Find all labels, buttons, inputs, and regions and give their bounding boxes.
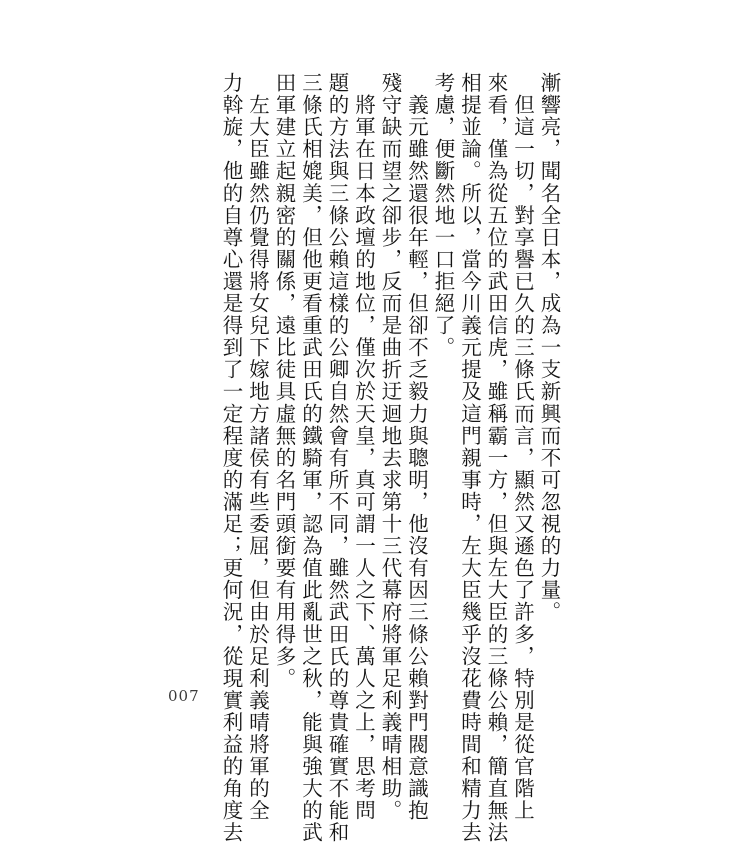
text-column: 殘守缺而望之卻步，反而是曲折迂迴地去求第十三代幕府將軍足利義晴相助。 <box>378 72 402 822</box>
text-column: 題的方法與三條公賴這樣的公卿自然會有所不同，雖然武田氏的尊貴確實不能和 <box>325 72 349 844</box>
text-column: 相提並論。所以，當今川義元提及這門親事時，左大臣幾乎沒花費時間和精力去 <box>457 72 482 844</box>
text-column: 力斡旋，他的自尊心還是得到了一定程度的滿足；更何況，從現實利益的角度去 <box>219 72 243 844</box>
text-column: 漸響亮，聞名全日本，成為一支新興而不可忽視的力量。 <box>537 72 561 624</box>
text-column: 但這一切，對享譽已久的三條氏而言，顯然又遜色了許多，特別是從官階上 <box>510 72 535 822</box>
page-number: 007 <box>168 687 200 705</box>
text-column: 考慮，便斷然地一口拒絕了。 <box>431 72 455 359</box>
text-column: 左大臣雖然仍覺得將女兒下嫁地方諸侯有些委屈，但由於足利義晴將軍的全 <box>245 72 270 822</box>
vertical-text-block <box>218 72 563 844</box>
text-column: 三條氏相媲美，但他更看重武田氏的鐵騎軍，認為值此亂世之秋，能與強大的武 <box>298 72 323 844</box>
text-column: 將軍在日本政壇的地位，僅次於天皇，真可謂一人之下、萬人之上，思考問 <box>351 72 376 822</box>
text-column: 來看，僅為從五位的武田信虎，雖稱霸一方，但與左大臣的三條公賴，簡直無法 <box>484 72 508 844</box>
text-column: 義元雖然還很年輕，但卻不乏毅力與聰明，他沒有因三條公賴對門閥意識抱 <box>404 72 429 822</box>
text-column: 田軍建立起親密的關係，遠比徒具虛無的名門頭銜要有用得多。 <box>272 72 296 690</box>
